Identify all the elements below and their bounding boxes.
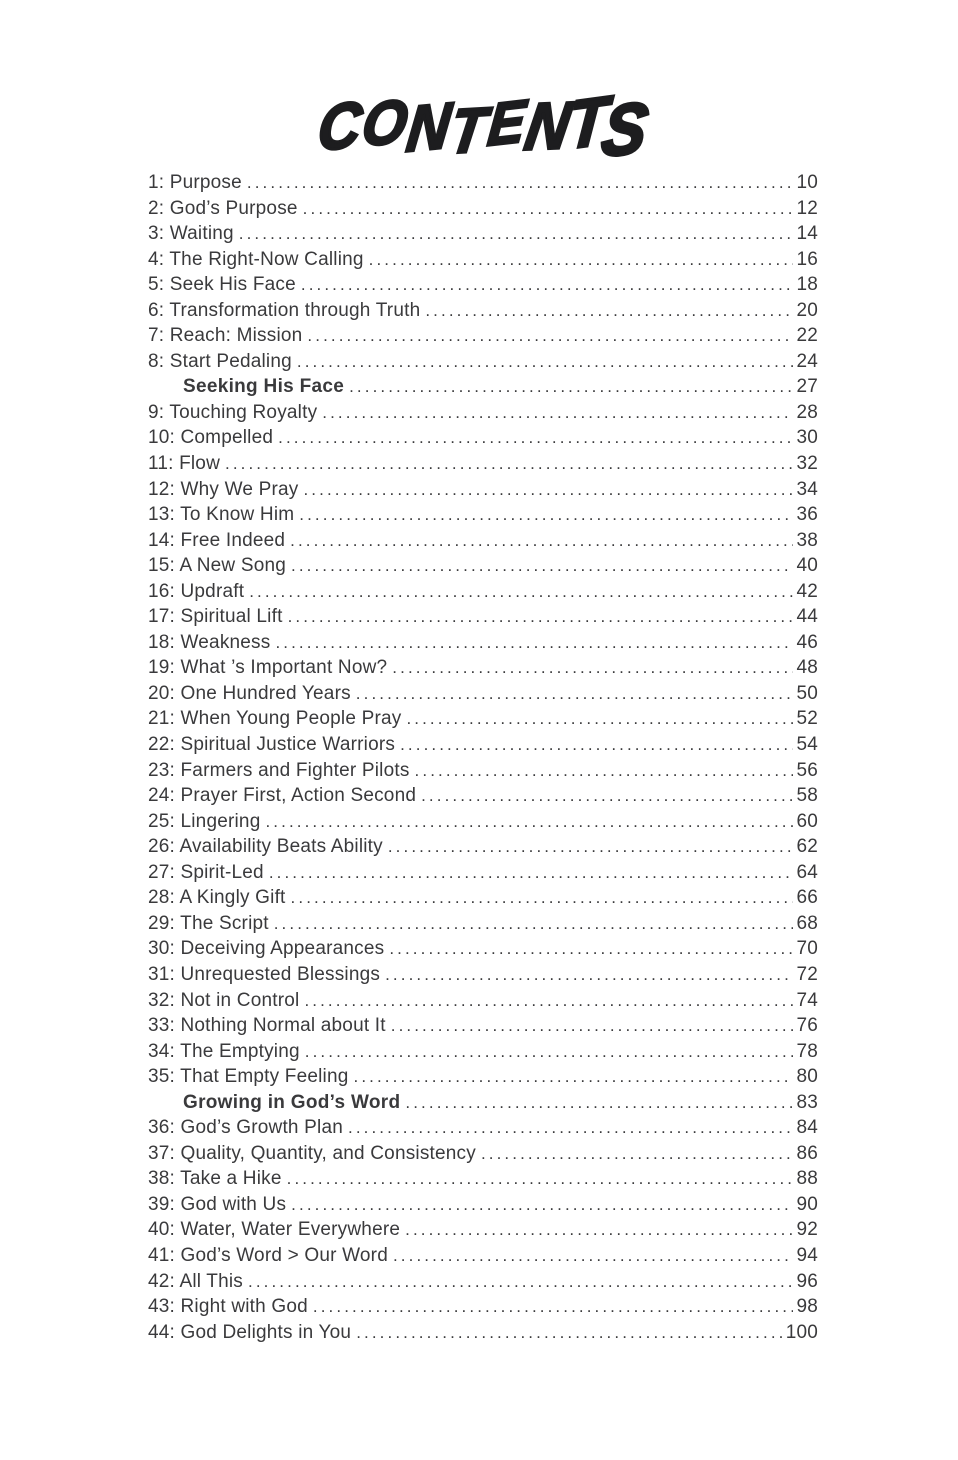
toc-entry-label: 28: A Kingly Gift [148,887,286,909]
toc-entry-page: 86 [796,1142,818,1164]
dot-leader [301,274,794,296]
toc-entry-label: 21: When Young People Pray [148,708,402,730]
dot-leader [421,785,793,807]
toc-entry-label: 18: Weakness [148,631,271,653]
toc-row [148,198,818,224]
toc-entry-page: 18 [796,274,818,296]
toc-entry-label: 41: God’s Word > Our Word [148,1244,388,1266]
dot-leader [348,1117,793,1139]
toc-entry-page: 52 [796,708,818,730]
toc-row [148,351,818,377]
toc-entry-page: 76 [796,1015,818,1037]
toc-entry-page: 12 [796,197,818,219]
dot-leader [405,1219,793,1241]
title-letter: O [357,87,414,160]
toc-row [148,249,818,275]
toc-entry-label: 20: One Hundred Years [148,682,351,704]
toc-entry-label: 10: Compelled [148,427,274,449]
toc-row [148,1015,818,1041]
dot-leader [249,581,793,603]
toc-row [148,555,818,581]
toc-entry-label: 1: Purpose [148,172,242,193]
toc-entry-page: 90 [796,1193,818,1215]
toc-entry-page: 98 [796,1296,818,1318]
toc-entry-page: 32 [796,453,818,475]
title-letter: E [485,87,531,160]
toc-entry-page: 100 [785,1321,818,1343]
toc-entry-label: 15: A New Song [148,555,287,577]
toc-row [148,1168,818,1194]
toc-entry-label: 19: What ’s Important Now? [148,657,388,679]
toc-entry-label: 25: Lingering [148,810,261,832]
toc-entry-page: 68 [796,912,818,934]
toc-entry-label: 32: Not in Control [148,989,300,1011]
toc-row [148,683,818,709]
toc-row [148,530,818,556]
toc-entry-page: 58 [796,785,818,807]
toc-entry-label: 27: Spirit-Led [148,861,264,883]
title-letter: N [520,88,577,165]
toc-row [148,1271,818,1297]
dot-leader [290,530,793,552]
title-letter: T [445,94,492,168]
toc-row [148,1041,818,1067]
dot-leader [291,555,793,577]
toc-entry-label: 17: Spiritual Lift [148,606,283,628]
toc-entry-label: Seeking His Face [183,376,345,398]
toc-entry-label: 9: Touching Royalty [148,401,318,423]
toc-entry-page: 30 [796,427,818,449]
toc-entry-label: Growing in God’s Word [183,1091,401,1113]
toc-entry-page: 40 [796,555,818,577]
dot-leader [425,300,793,322]
toc-entry-page: 22 [796,325,818,347]
dot-leader [369,249,794,271]
dot-leader [291,887,794,909]
dot-leader [322,402,793,424]
toc-entry-label: 24: Prayer First, Action Second [148,785,417,807]
toc-row [148,223,818,249]
toc-entry-page: 20 [796,299,818,321]
toc-row [148,836,818,862]
dot-leader [303,198,794,220]
dot-leader [274,913,794,935]
toc-entry-label: 36: God’s Growth Plan [148,1117,344,1139]
toc-row [148,479,818,505]
dot-leader [303,479,793,501]
toc-row [148,1194,818,1220]
toc-row [148,1322,818,1348]
toc-entry-label: 14: Free Indeed [148,529,286,551]
dot-leader [389,938,793,960]
toc-entry-page: 27 [796,376,818,398]
title-letter: C [315,87,367,166]
toc-entry-label: 4: The Right-Now Calling [148,248,364,270]
dot-leader [385,964,793,986]
toc-entry-page: 10 [796,172,818,193]
toc-entry-label: 7: Reach: Mission [148,325,303,347]
toc-row [148,734,818,760]
toc-entry-label: 38: Take a Hike [148,1168,282,1190]
dot-leader [269,862,794,884]
dot-leader [299,504,793,526]
dot-leader [415,760,794,782]
toc-entry-label: 39: God with Us [148,1193,287,1215]
toc-row [148,887,818,913]
dot-leader [391,1015,794,1037]
toc-entry-label: 26: Availability Beats Ability [148,836,383,858]
toc-section-row [148,376,818,402]
toc-entry-page: 78 [796,1040,818,1062]
dot-leader [291,1194,793,1216]
toc-entry-label: 43: Right with God [148,1296,308,1318]
dot-leader [278,427,793,449]
toc-entry-page: 74 [796,989,818,1011]
toc-row [148,811,818,837]
toc-entry-page: 34 [796,478,818,500]
toc-entry-page: 88 [796,1168,818,1190]
dot-leader [400,734,793,756]
toc-entry-page: 83 [796,1091,818,1113]
toc-entry-page: 50 [796,682,818,704]
toc-entry-page: 54 [796,734,818,756]
dot-leader [265,811,793,833]
toc-row [148,913,818,939]
toc-entry-page: 80 [796,1066,818,1088]
toc-entry-page: 44 [796,606,818,628]
toc-entry-label: 42: All This [148,1270,243,1292]
toc-row [148,1143,818,1169]
toc-row [148,1066,818,1092]
toc-entry-label: 3: Waiting [148,223,234,245]
dot-leader [354,1066,794,1088]
toc-row [148,785,818,811]
dot-leader [481,1143,794,1165]
toc-entry-label: 44: God Delights in You [148,1321,352,1343]
toc-entry-label: 8: Start Pedaling [148,350,292,372]
toc-entry-label: 23: Farmers and Fighter Pilots [148,759,410,781]
toc-row [148,1219,818,1245]
toc-entry-page: 64 [796,861,818,883]
toc-entry-page: 66 [796,887,818,909]
toc-entry-label: 40: Water, Water Everywhere [148,1219,401,1241]
toc-row [148,1245,818,1271]
toc-row [148,1296,818,1322]
toc-entry-page: 96 [796,1270,818,1292]
dot-leader [305,1041,794,1063]
dot-leader [247,172,794,194]
dot-leader [307,325,793,347]
dot-leader [313,1296,794,1318]
toc-entry-label: 31: Unrequested Blessings [148,963,381,985]
toc-entry-page: 14 [796,223,818,245]
toc-row [148,453,818,479]
toc-row [148,504,818,530]
toc-entry-page: 38 [796,529,818,551]
toc-entry-page: 48 [796,657,818,679]
toc-entry-page: 92 [796,1219,818,1241]
toc-entry-label: 11: Flow [148,453,220,475]
toc-entry-label: 29: The Script [148,912,269,934]
dot-leader [392,657,793,679]
toc-entry-page: 72 [796,963,818,985]
dot-leader [393,1245,793,1267]
title-letter: S [598,87,655,173]
toc-entry-page: 36 [796,504,818,526]
contents-title [311,81,655,171]
toc-entry-label: 37: Quality, Quantity, and Consistency [148,1142,476,1164]
dot-leader [288,606,794,628]
toc-entry-page: 16 [796,248,818,270]
toc-row [148,172,818,198]
toc-section-row [148,1092,818,1118]
toc-entry-page: 46 [796,631,818,653]
toc-entry-label: 33: Nothing Normal about It [148,1015,386,1037]
toc-entry-label: 22: Spiritual Justice Warriors [148,734,396,756]
toc-row [148,938,818,964]
dot-leader [356,683,794,705]
dot-leader [304,990,793,1012]
dot-leader [406,708,793,730]
toc-row [148,657,818,683]
dot-leader [275,632,793,654]
toc-row [148,402,818,428]
toc-entry-label: 12: Why We Pray [148,478,299,500]
toc-entry-label: 16: Updraft [148,580,245,602]
contents-column [148,82,818,1347]
toc-row [148,760,818,786]
toc-row [148,606,818,632]
toc-list [148,172,818,1347]
dot-leader [405,1092,793,1114]
dot-leader [349,376,793,398]
dot-leader [356,1322,782,1344]
toc-entry-page: 60 [796,810,818,832]
toc-entry-label: 5: Seek His Face [148,274,296,296]
toc-entry-page: 56 [796,759,818,781]
dot-leader [297,351,794,373]
toc-entry-label: 35: That Empty Feeling [148,1066,349,1088]
toc-row [148,581,818,607]
title-letter: T [565,82,612,165]
toc-row [148,1117,818,1143]
dot-leader [248,1271,793,1293]
toc-row [148,862,818,888]
toc-row [148,274,818,300]
toc-row [148,964,818,990]
toc-row [148,632,818,658]
toc-row [148,300,818,326]
toc-entry-page: 84 [796,1117,818,1139]
title-letter: N [403,89,456,167]
dot-leader [225,453,793,475]
toc-entry-page: 70 [796,938,818,960]
toc-entry-label: 6: Transformation through Truth [148,299,421,321]
toc-row [148,990,818,1016]
toc-row [148,325,818,351]
toc-entry-label: 13: To Know Him [148,504,295,526]
dot-leader [239,223,794,245]
toc-entry-page: 28 [796,401,818,423]
toc-row [148,708,818,734]
toc-entry-label: 30: Deceiving Appearances [148,938,385,960]
toc-entry-label: 34: The Emptying [148,1040,300,1062]
toc-entry-label: 2: God’s Purpose [148,197,298,219]
title-area [148,82,818,173]
dot-leader [388,836,794,858]
toc-entry-page: 94 [796,1244,818,1266]
toc-entry-page: 24 [796,350,818,372]
toc-row [148,427,818,453]
toc-entry-page: 62 [796,836,818,858]
toc-entry-page: 42 [796,580,818,602]
dot-leader [287,1168,794,1190]
